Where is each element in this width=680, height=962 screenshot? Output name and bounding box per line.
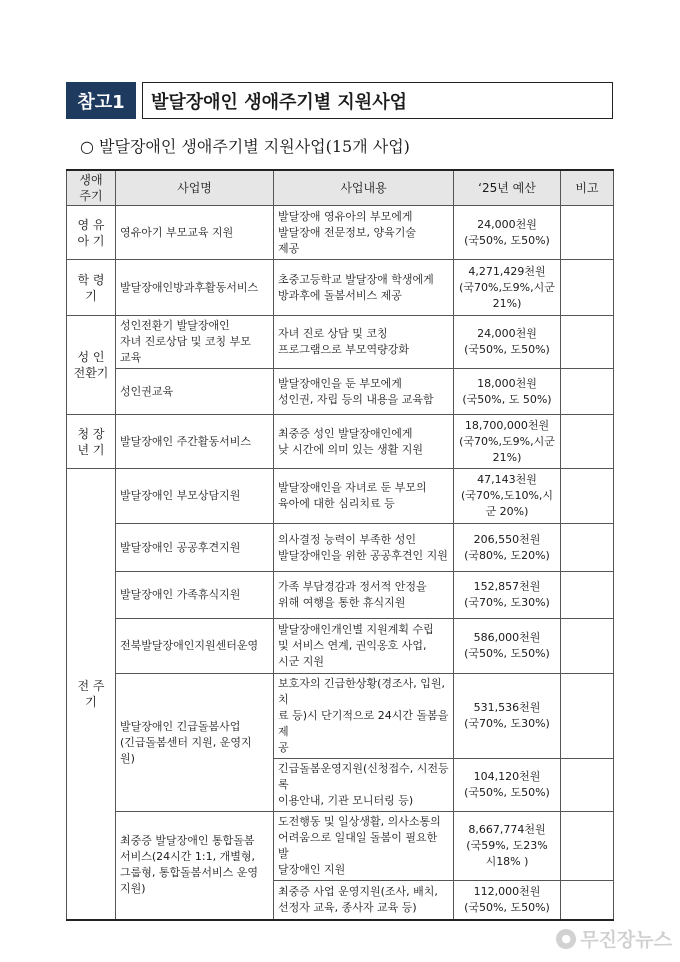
- program-remarks: [561, 572, 614, 619]
- program-content: 긴급돌봄운영지원(신청접수, 시전등록 이용안내, 기관 모니터링 등): [274, 759, 454, 812]
- section-header: [66, 82, 613, 119]
- watermark-text: 무진장뉴스: [580, 929, 672, 951]
- program-name: 발달장애인 주간활동서비스: [116, 415, 274, 469]
- col-header-remarks: 비고: [561, 170, 614, 206]
- col-header-budget: ‘25년 예산: [454, 170, 561, 206]
- lifecycle-school: 학 령 기: [67, 260, 116, 316]
- program-content: 의사결정 능력이 부족한 성인 발달장애인을 위한 공공후견인 지원: [274, 524, 454, 572]
- reference-tag: 참고1: [66, 82, 136, 119]
- program-name: 발달장애인 부모상담지원: [116, 469, 274, 524]
- program-name: 최중증 발달장애인 통합돌봄 서비스(24시간 1:1, 개별형, 그룹형, 통합돌봄서비스 운영 지원): [116, 812, 274, 920]
- program-remarks: [561, 415, 614, 469]
- program-content: 최중증 성인 발달장애인에게 낮 시간에 의미 있는 생활 지원: [274, 415, 454, 469]
- program-remarks: [561, 759, 614, 812]
- program-budget: 8,667,774천원 (국59%, 도23% 시18% ): [454, 812, 561, 881]
- program-remarks: [561, 206, 614, 260]
- program-content: 발달장애 영유아의 부모에게 발달장애 전문정보, 양육기술 제공: [274, 206, 454, 260]
- program-budget: 531,536천원 (국70%, 도30%): [454, 674, 561, 759]
- program-remarks: [561, 524, 614, 572]
- program-budget: 152,857천원 (국70%, 도30%): [454, 572, 561, 619]
- lifecycle-youth: 청 장 년 기: [67, 415, 116, 469]
- program-name: 영유아기 부모교육 지원: [116, 206, 274, 260]
- program-budget: 24,000천원 (국50%, 도50%): [454, 206, 561, 260]
- program-name: 전북발달장애인지원센터운영: [116, 619, 274, 674]
- program-budget: 4,271,429천원 (국70%,도9%,시군 21%): [454, 260, 561, 316]
- program-budget: 586,000천원 (국50%, 도50%): [454, 619, 561, 674]
- program-remarks: [561, 674, 614, 759]
- page-title: 발달장애인 생애주기별 지원사업: [142, 82, 613, 119]
- program-content: 보호자의 긴급한상황(경조사, 입원, 치 료 등)시 단기적으로 24시간 돌봄을 제 공: [274, 674, 454, 759]
- program-name: 발달장애인 긴급돌봄사업 (긴급돌봄센터 지원, 운영지 원): [116, 674, 274, 812]
- program-name: 성인권교육: [116, 369, 274, 415]
- support-program-table: [66, 169, 614, 921]
- program-budget: 18,000천원 (국50%, 도 50%): [454, 369, 561, 415]
- program-name: 발달장애인 공공후견지원: [116, 524, 274, 572]
- col-header-lifecycle: 생애 주기: [67, 170, 116, 206]
- program-remarks: [561, 881, 614, 920]
- program-budget: 47,143천원 (국70%,도10%,시 군 20%): [454, 469, 561, 524]
- program-content: 발달장애인을 둔 부모에게 성인권, 자립 등의 내용을 교육함: [274, 369, 454, 415]
- lifecycle-all: 전 주 기: [67, 469, 116, 920]
- col-header-content: 사업내용: [274, 170, 454, 206]
- program-budget: 104,120천원 (국50%, 도50%): [454, 759, 561, 812]
- program-content: 자녀 진로 상담 및 코칭 프로그램으로 부모역량강화: [274, 316, 454, 369]
- program-remarks: [561, 316, 614, 369]
- program-remarks: [561, 619, 614, 674]
- program-content: 초중고등학교 발달장애 학생에게 방과후에 돌봄서비스 제공: [274, 260, 454, 316]
- program-remarks: [561, 812, 614, 881]
- lifecycle-transition: 성 인 전환기: [67, 316, 116, 415]
- program-remarks: [561, 369, 614, 415]
- program-content: 도전행동 및 일상생활, 의사소통의 어려움으로 일대일 돌봄이 필요한 발 달장애인 지원: [274, 812, 454, 881]
- program-budget: 112,000천원 (국50%, 도50%): [454, 881, 561, 920]
- program-remarks: [561, 469, 614, 524]
- program-content: 가족 부담경감과 정서적 안정을 위해 여행을 통한 휴식지원: [274, 572, 454, 619]
- program-name: 발달장애인 가족휴식지원: [116, 572, 274, 619]
- program-budget: 24,000천원 (국50%, 도50%): [454, 316, 561, 369]
- globe-icon: ●: [556, 929, 576, 949]
- col-header-program: 사업명: [116, 170, 274, 206]
- program-budget: 206,550천원 (국80%, 도20%): [454, 524, 561, 572]
- section-subtitle: ○ 발달장애인 생애주기별 지원사업(15개 사업): [80, 137, 410, 156]
- program-content: 발달장애인개인별 지원계획 수립 및 서비스 연계, 권익옹호 사업, 시군 지원: [274, 619, 454, 674]
- program-budget: 18,700,000천원 (국70%,도9%,시군 21%): [454, 415, 561, 469]
- lifecycle-infant: 영 유 아 기: [67, 206, 116, 260]
- program-name: 성인전환기 발달장애인 자녀 진로상담 및 코칭 부모 교육: [116, 316, 274, 369]
- program-remarks: [561, 260, 614, 316]
- program-content: 발달장애인을 자녀로 둔 부모의 육아에 대한 심리치료 등: [274, 469, 454, 524]
- program-name: 발달장애인방과후활동서비스: [116, 260, 274, 316]
- program-content: 최중증 사업 운영지원(조사, 배치, 선정자 교육, 종사자 교육 등): [274, 881, 454, 920]
- watermark-logo: [556, 925, 672, 952]
